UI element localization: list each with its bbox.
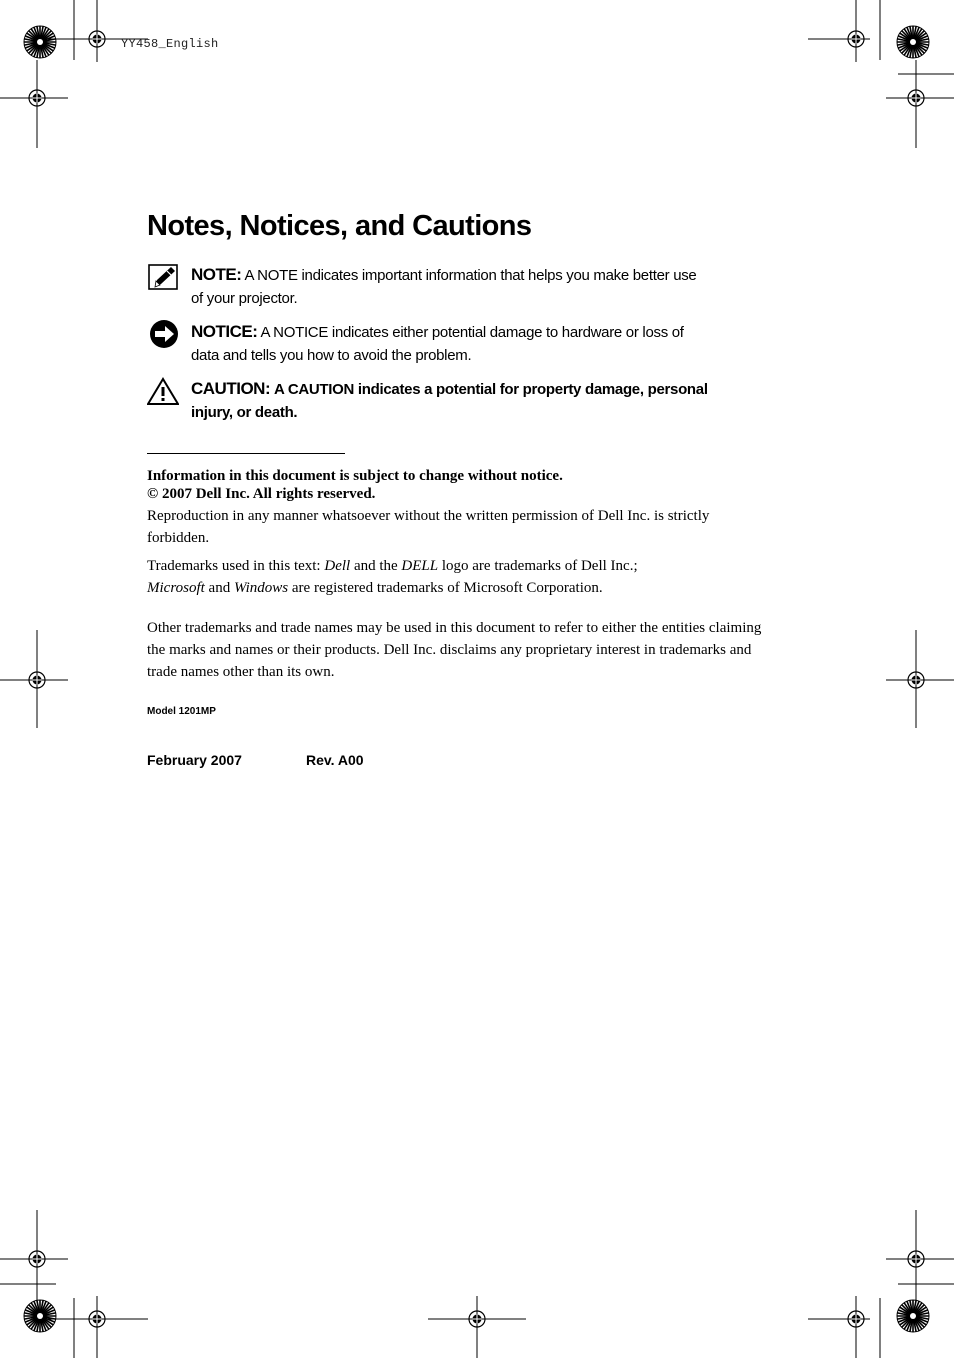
- file-label: YY458_English: [121, 37, 219, 51]
- pencil-note-icon: [147, 263, 179, 293]
- publication-date: February 2007: [147, 752, 242, 768]
- notice-text-continued: data and tells you how to avoid the problem.: [191, 347, 472, 364]
- revision-number: Rev. A00: [306, 752, 364, 768]
- note-text-continued: of your projector.: [191, 290, 298, 307]
- trademarks-text: Trademarks used in this text:: [147, 558, 325, 574]
- starburst-mark: [897, 26, 929, 58]
- notice-label: NOTICE:: [191, 322, 258, 341]
- caution-text-continued: injury, or death.: [191, 404, 298, 421]
- reproduction-paragraph: Reproduction in any manner whatsoever without the written permission of Dell Inc. is strictly forbidden.: [147, 508, 710, 546]
- notice-text: A NOTICE indicates either potential damage to hardware or loss of: [260, 324, 684, 341]
- trademarks-text: logo are trademarks of Dell Inc.;: [438, 558, 638, 574]
- change-notice: Information in this document is subject to change without notice.: [147, 468, 563, 484]
- note-label: NOTE:: [191, 265, 242, 284]
- trademarks-paragraph: [147, 555, 767, 599]
- page-title: Notes, Notices, and Cautions: [147, 210, 532, 242]
- trademarks-text: and the: [350, 558, 402, 574]
- caution-text: A CAUTION indicates a potential for property damage, personal: [273, 381, 708, 398]
- dell-logo-trademark: DELL: [401, 558, 439, 574]
- other-trademarks-paragraph: Other trademarks and trade names may be used in this document to refer to either the entities claiming the marks and names or their products. Dell Inc. disclaims any proprietary interest in trademarks and trade names other than its own.: [147, 620, 762, 680]
- note-callout: [147, 263, 777, 310]
- change-notice-block: [147, 467, 563, 503]
- notice-callout: [147, 320, 777, 367]
- dell-trademark: Dell: [324, 558, 351, 574]
- copyright-notice: © 2007 Dell Inc. All rights reserved.: [147, 486, 376, 502]
- caution-callout: [147, 377, 777, 424]
- trademarks-text: and: [204, 580, 234, 596]
- caution-triangle-icon: [147, 377, 179, 407]
- note-text: A NOTE indicates important information that helps you make better use: [244, 267, 697, 284]
- notice-arrow-icon: [147, 320, 179, 350]
- starburst-mark: [897, 1300, 929, 1332]
- microsoft-trademark: Microsoft: [147, 580, 205, 596]
- model-number: Model 1201MP: [147, 706, 216, 717]
- windows-trademark: Windows: [233, 580, 289, 596]
- trademarks-text: are registered trademarks of Microsoft Corporation.: [288, 580, 603, 596]
- starburst-mark: [24, 1300, 56, 1332]
- caution-label: CAUTION:: [191, 379, 271, 398]
- separator-rule: [147, 453, 345, 454]
- starburst-mark: [24, 26, 56, 58]
